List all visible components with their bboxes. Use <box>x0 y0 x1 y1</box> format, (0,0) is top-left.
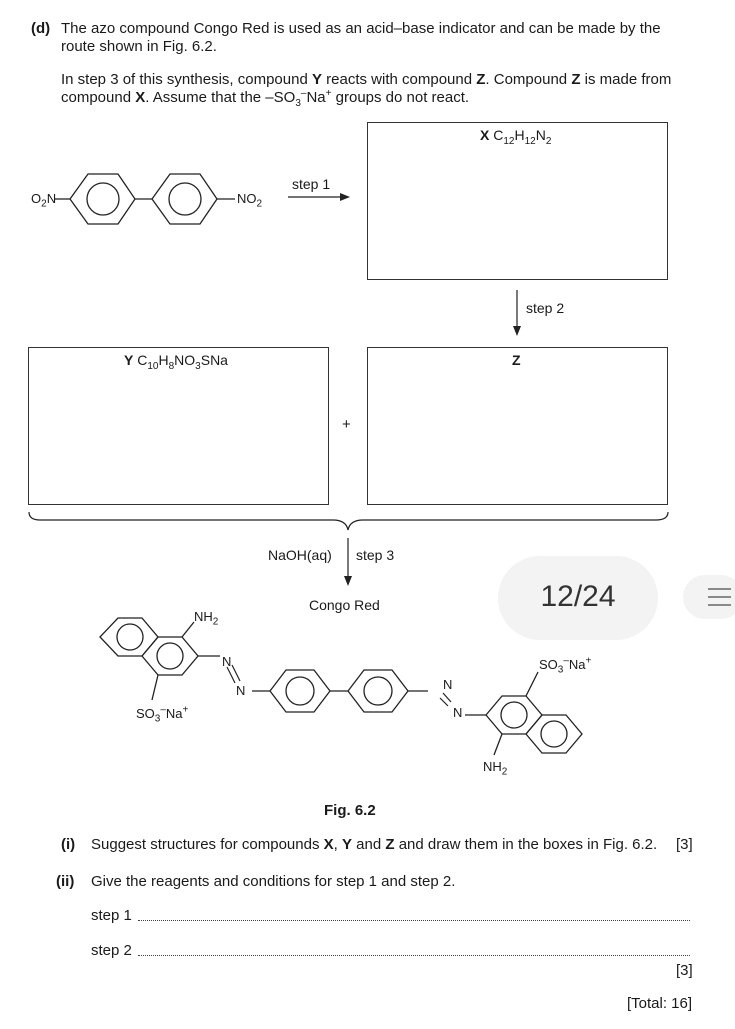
box-x-formula: X $C_{12}H_{12}N_2$ <box>480 127 552 147</box>
step2-answer-line[interactable] <box>138 955 690 956</box>
step2-label: step 2 <box>526 300 565 316</box>
left-nh2-label: $NH_2$ <box>194 609 219 628</box>
hamburger-icon <box>707 585 731 609</box>
part-ii-marks: [3] <box>676 962 693 979</box>
plus-sign: + <box>342 416 351 433</box>
answer-box-x[interactable] <box>367 122 668 280</box>
step1-arrow <box>288 190 352 204</box>
part-i-text: Suggest structures for compounds X, Y and Z and draw them in the boxes in Fig. 6.2. <box>91 836 658 853</box>
box-z-label: Z <box>512 352 521 368</box>
answer-box-y[interactable] <box>28 347 329 505</box>
congo-red-structure <box>90 610 610 780</box>
left-azo-n2: N <box>236 683 246 698</box>
step2-arrow <box>509 290 525 338</box>
right-so3na-label: $SO_3^-Na^+$ <box>539 655 592 676</box>
page-counter: 12/24 <box>540 580 616 613</box>
congo-red-label: Congo Red <box>309 597 380 613</box>
dinitrobiphenyl-structure <box>55 168 255 230</box>
question-line-2: route shown in Fig. 6.2. <box>61 38 217 55</box>
step3-description-line-1: In step 3 of this synthesis, compound Y reacts with compound Z. Compound Z is made from <box>61 71 672 88</box>
left-azo-n1: N <box>222 654 232 669</box>
right-nh2-label: $NH_2$ <box>483 759 508 778</box>
part-i-marks: [3] <box>676 836 693 853</box>
step3-label: step 3 <box>356 547 395 563</box>
step3-arrow <box>340 538 356 588</box>
box-y-formula: Y $C_{10}H_8NO_3SNa$ <box>124 352 228 372</box>
no2-group-label: $NO_2$ <box>237 191 263 210</box>
combining-brace <box>28 510 670 532</box>
naoh-reagent: NaOH(aq) <box>268 547 332 563</box>
menu-button[interactable] <box>683 575 735 619</box>
right-azo-n1: N <box>443 677 453 692</box>
step2-answer-label: step 2 <box>91 942 132 959</box>
right-azo-n2: N <box>453 705 463 720</box>
o2n-group-label: $O_2N$ <box>31 191 57 210</box>
left-so3na-label: $SO_3^-Na^+$ <box>136 704 189 725</box>
total-marks: [Total: 16] <box>627 995 693 1012</box>
figure-caption: Fig. 6.2 <box>324 802 376 819</box>
part-ii-label: (ii) <box>56 873 75 890</box>
step1-label: step 1 <box>292 176 331 192</box>
step3-description-line-2: compound X. Assume that the $-SO_3^-Na^+$ groups do not react. <box>61 88 470 109</box>
part-i-label: (i) <box>61 836 76 853</box>
part-d-label: (d) <box>31 20 51 37</box>
step1-answer-label: step 1 <box>91 907 132 924</box>
step1-answer-line[interactable] <box>138 920 690 921</box>
question-line-1: The azo compound Congo Red is used as an acid–base indicator and can be made by the <box>61 20 661 37</box>
part-ii-text: Give the reagents and conditions for step 1 and step 2. <box>91 873 456 890</box>
answer-box-z[interactable] <box>367 347 668 505</box>
